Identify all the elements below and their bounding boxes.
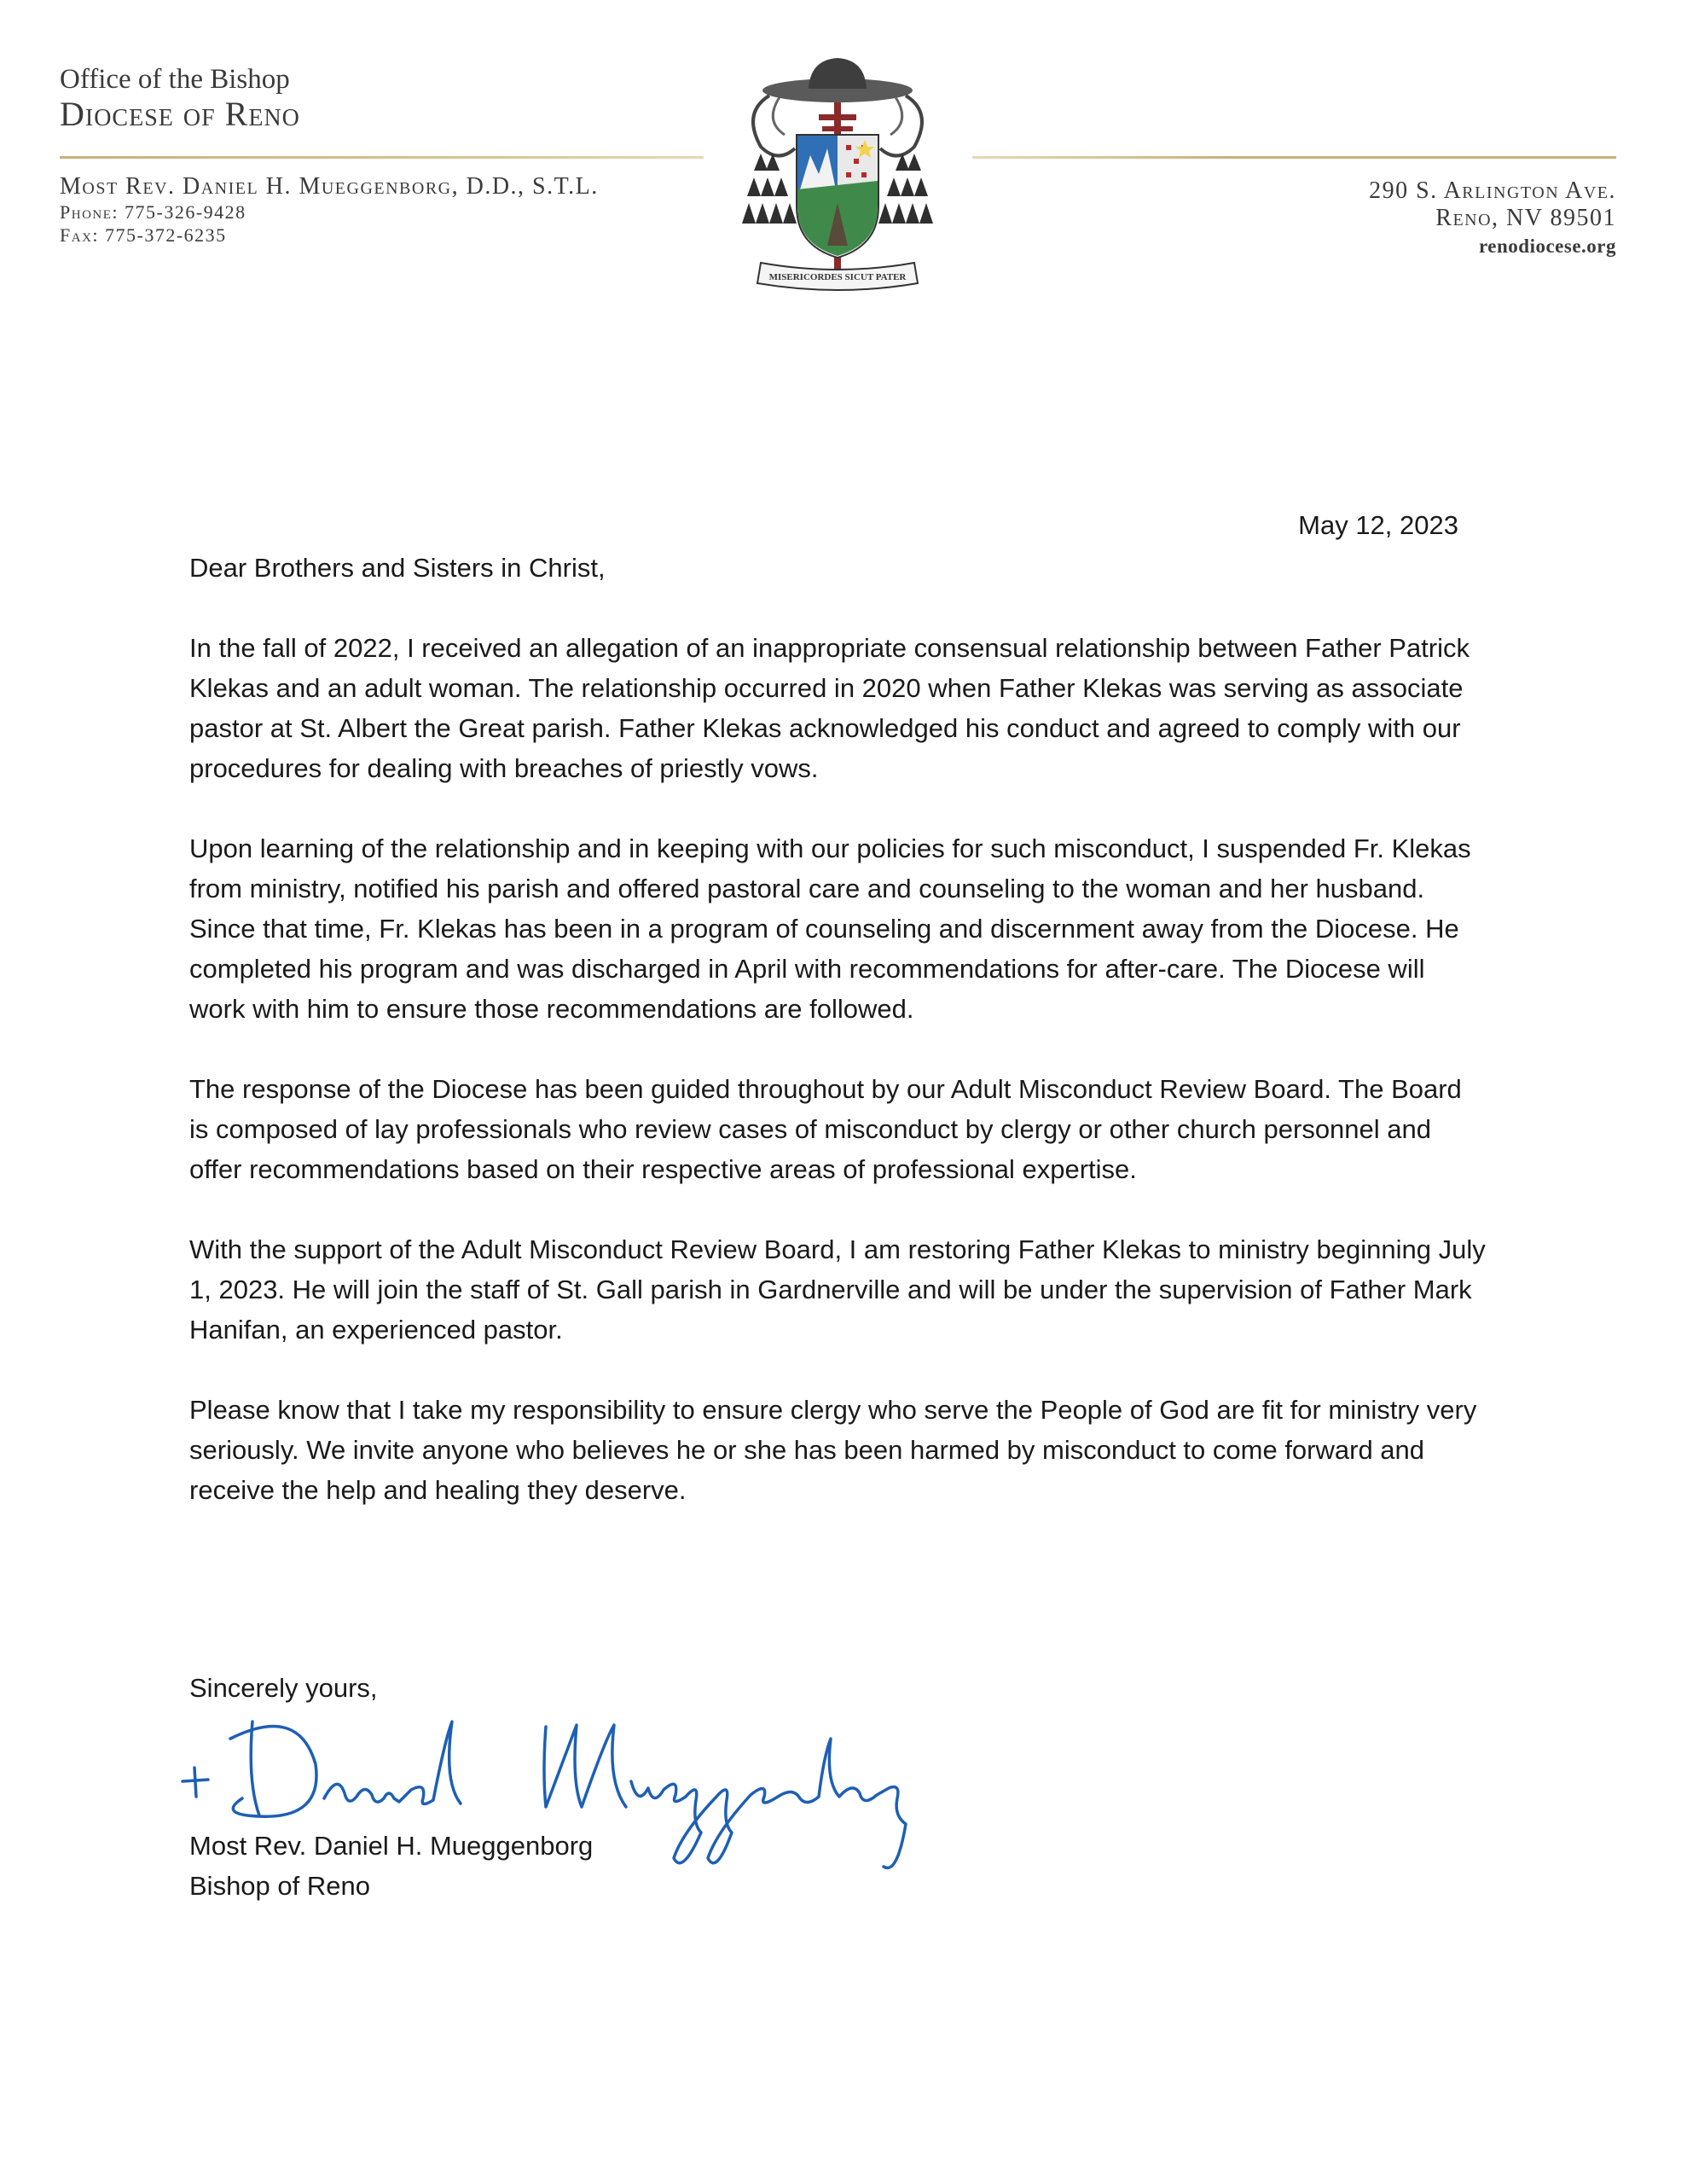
paragraph-4: With the support of the Adult Misconduct Review Board, I am restoring Father Klekas to ministry beginning July 1, 2023. He will join the staff of St. Gall parish in Gardnerville and will be under the supervision of Father Mark Hanifan, an experienced pastor. <box>189 1234 1486 1345</box>
phone-number: Phone: 775-326-9428 <box>60 200 246 223</box>
letterhead-rule-left <box>60 156 704 159</box>
signer <box>189 1826 593 1906</box>
svg-text:MISERICORDES SICUT PATER: MISERICORDES SICUT PATER <box>768 272 907 282</box>
signer-name: Most Rev. Daniel H. Mueggenborg <box>189 1831 594 1861</box>
fax-number: Fax: 775-372-6235 <box>60 224 227 247</box>
letterhead-rule-right <box>972 156 1616 159</box>
letterhead-contact <box>60 174 599 247</box>
diocese-name: Diocese of Reno <box>60 94 300 133</box>
bishop-name: Most Rev. Daniel H. Mueggenborg, D.D., S.T.L. <box>60 173 599 200</box>
website: renodiocese.org <box>1478 235 1616 258</box>
paragraph-1: In the fall of 2022, I received an allegation of an inappropriate consensual relationship between Father Patrick Klekas and an adult woman. The relationship occurred in 2020 when Father Klekas was serving as associate pastor at St. Albert the Great parish. Father Klekas acknowledged his conduct and agreed to comply with our procedures for dealing with breaches of priestly vows. <box>189 633 1470 783</box>
salutation: Dear Brothers and Sisters in Christ, <box>189 553 606 583</box>
coat-of-arms-icon <box>735 53 940 302</box>
letter-date: May 12, 2023 <box>1298 510 1458 540</box>
letterhead-office <box>60 65 708 132</box>
paragraph-5: Please know that I take my responsibility to ensure clergy who serve the People of God are fit for ministry very seriously. We invite anyone who believes he or she has been harmed by misconduct to come forward and receive the help and healing they deserve. <box>189 1395 1477 1505</box>
address-street: 290 S. Arlington Ave. <box>1369 177 1616 204</box>
paragraph-2: Upon learning of the relationship and in keeping with our policies for such misconduct, I suspended Fr. Klekas from ministry, notified his parish and offered pastoral care and counseling to the woman and her husband. Since that time, Fr. Klekas has been in a program of counseling and discernment away from the Diocese. He completed his program and was discharged in April with recommendations for after-care. The Diocese will work with him to ensure those recommendations are followed. <box>189 834 1471 1024</box>
letterhead-address <box>1369 177 1616 258</box>
letter-body <box>189 548 1486 1550</box>
address-city: Reno, NV 89501 <box>1435 205 1616 232</box>
signer-title: Bishop of Reno <box>189 1871 370 1901</box>
paragraph-3: The response of the Diocese has been guided throughout by our Adult Misconduct Review Board. The Board is composed of lay professionals who review cases of misconduct by clergy or other church personnel and offer recommendations based on their respective areas of professional expertise. <box>189 1074 1462 1184</box>
office-title: Office of the Bishop <box>60 64 290 95</box>
closing: Sincerely yours, <box>189 1673 378 1703</box>
